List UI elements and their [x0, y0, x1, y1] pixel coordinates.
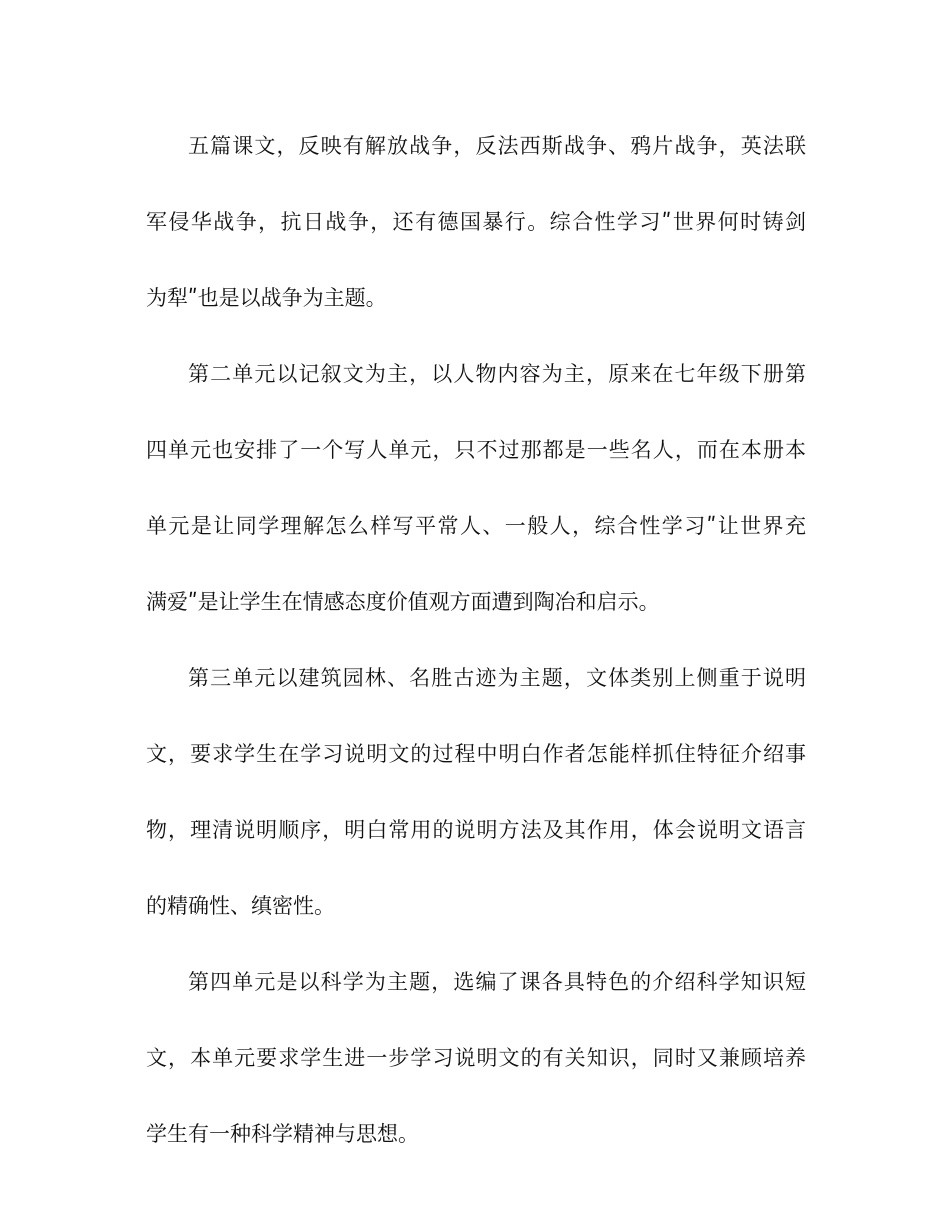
paragraph-line: 学生有一种科学精神与思想。: [146, 1122, 419, 1146]
paragraph-line: 第四单元是以科学为主题，选编了课各具特色的介绍科学知识短: [188, 970, 806, 994]
paragraph-line: 物，理清说明顺序，明白常用的说明方法及其作用，体会说明文语言: [146, 818, 806, 842]
paragraph-line: 文，要求学生在学习说明文的过程中明白作者怎能样抓住特征介绍事: [146, 742, 806, 766]
paragraph-line: 第三单元以建筑园林、名胜古迹为主题，文体类别上侧重于说明: [188, 666, 806, 690]
paragraph-line: 的精确性、缜密性。: [146, 894, 335, 918]
paragraph-line: 第二单元以记叙文为主，以人物内容为主，原来在七年级下册第: [188, 362, 806, 386]
paragraph-line: 满爱ʺ是让学生在情感态度价值观方面遭到陶冶和启示。: [146, 590, 660, 614]
paragraph-line: 文，本单元要求学生进一步学习说明文的有关知识，同时又兼顾培养: [146, 1046, 806, 1070]
paragraph-line: 单元是让同学理解怎么样写平常人、一般人，综合性学习ʺ让世界充: [146, 514, 806, 538]
paragraph-line: 为犁ʺ也是以战争为主题。: [146, 286, 387, 310]
paragraph-line: 五篇课文，反映有解放战争，反法西斯战争、鸦片战争，英法联: [188, 134, 806, 158]
paragraph-line: 军侵华战争，抗日战争，还有德国暴行。综合性学习ʺ世界何时铸剑: [146, 210, 806, 234]
paragraph-line: 四单元也安排了一个写人单元，只不过那都是一些名人，而在本册本: [146, 438, 806, 462]
